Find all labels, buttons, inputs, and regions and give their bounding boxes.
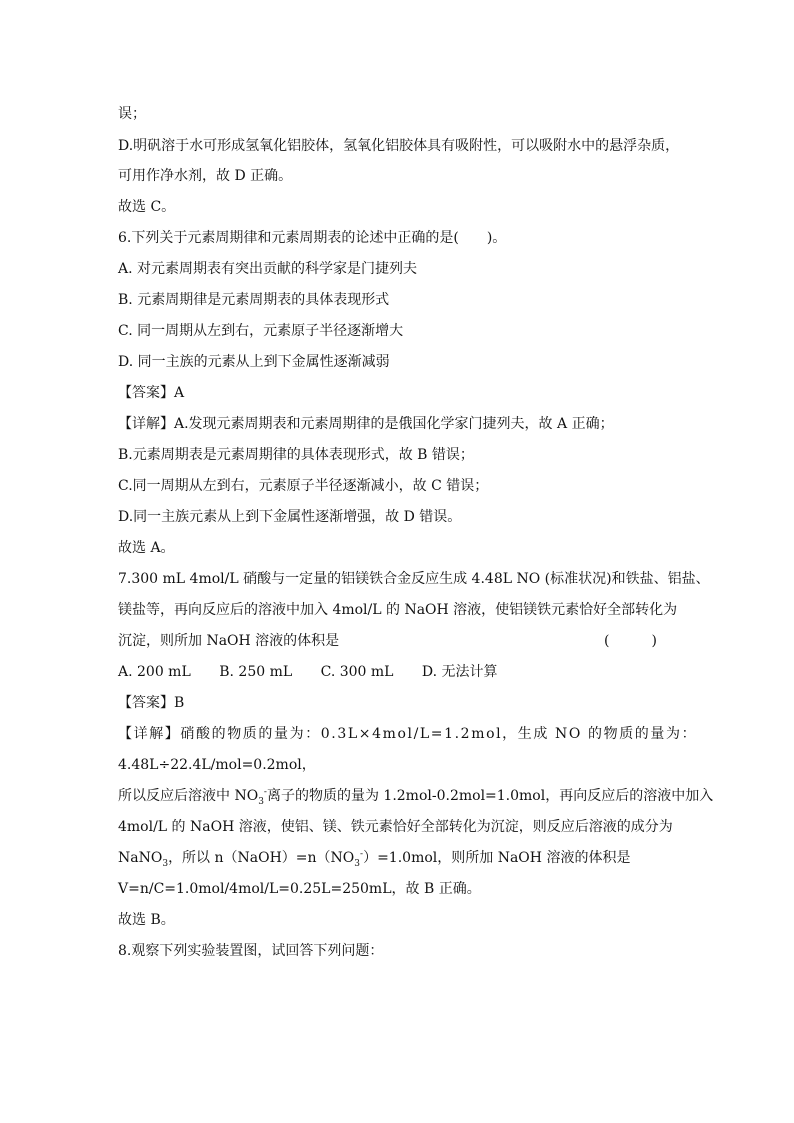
option-b: B. 250 mL bbox=[219, 664, 293, 680]
detail-6: C.同一周期从左到右，元素原子半径逐渐减小，故 C 错误； bbox=[118, 478, 489, 494]
detail-text: ，所以 n（NaOH）=n（NO bbox=[168, 850, 355, 866]
option-d: D. 无法计算 bbox=[421, 664, 498, 680]
detail-7: 4.48L÷22.4L/mol=0.2mol， bbox=[118, 757, 316, 773]
detail-7 bbox=[118, 724, 698, 744]
question-8: 8.观察下列实验装置图，试回答下列问题： bbox=[118, 943, 384, 959]
superscript: - bbox=[360, 849, 364, 860]
option-b: B. 元素周期律是元素周期表的具体表现形式 bbox=[118, 292, 390, 308]
question-7: 7.300 mL 4mol/L 硝酸与一定量的铝镁铁合金反应生成 4.48L NO (标准状况)和铁盐、铝盐、 bbox=[118, 571, 710, 587]
superscript: - bbox=[263, 787, 267, 798]
question-7: 沉淀，则所加 NaOH 溶液的体积是 bbox=[118, 633, 340, 649]
text-line: 可用作净水剂，故 D 正确。 bbox=[118, 168, 293, 184]
options-row bbox=[118, 662, 522, 682]
answer-7: 【答案】B bbox=[118, 695, 185, 711]
detail-text: NaNO bbox=[118, 850, 163, 866]
text-line: D.明矾溶于水可形成氢氧化铝胶体，氢氧化铝胶体具有吸附性，可以吸附水中的悬浮杂质， bbox=[118, 138, 680, 154]
option-c: C. 同一周期从左到右，元素原子半径逐渐增大 bbox=[118, 323, 404, 339]
detail-7: 4mol/L 的 NaOH 溶液，使铝、镁、铁元素恰好全部转化为沉淀，则反应后溶液的成分为 bbox=[118, 819, 673, 835]
detail-text: 【详解】硝酸的物质的量为：0.3L×4mol/L=1.2mol，生成 NO 的物质的量为： bbox=[118, 726, 698, 742]
detail-text: 离子的物质的量为 1.2mol-0.2mol=1.0mol，再向反应后的溶液中加入 bbox=[266, 788, 714, 804]
selection-7: 故选 B。 bbox=[118, 912, 175, 928]
detail-7 bbox=[118, 848, 630, 868]
detail-7: V=n/C=1.0mol/4mol/L=0.25L=250mL，故 B 正确。 bbox=[118, 881, 481, 897]
option-a: A. 对元素周期表有突出贡献的科学家是门捷列夫 bbox=[118, 261, 418, 277]
text-line: 故选 C。 bbox=[118, 199, 176, 215]
detail-7 bbox=[118, 786, 713, 806]
selection-6: 故选 A。 bbox=[118, 540, 175, 556]
subscript: 3 bbox=[162, 858, 169, 869]
detail-6: 【详解】A.发现元素周期表和元素周期律的是俄国化学家门捷列夫，故 A 正确； bbox=[118, 416, 614, 432]
text-line: 误； bbox=[118, 106, 146, 122]
option-d: D. 同一主族的元素从上到下金属性逐渐减弱 bbox=[118, 354, 390, 370]
option-c: C. 300 mL bbox=[320, 664, 394, 680]
subscript: 3 bbox=[258, 796, 264, 807]
detail-6: B.元素周期表是元素周期律的具体表现形式，故 B 错误； bbox=[118, 447, 474, 463]
option-a: A. 200 mL bbox=[118, 664, 191, 680]
detail-6: D.同一主族元素从上到下金属性逐渐增强，故 D 错误。 bbox=[118, 509, 462, 525]
subscript: 3 bbox=[354, 858, 361, 869]
detail-text: 所以反应后溶液中 NO bbox=[118, 788, 259, 804]
question-6: 6.下列关于元素周期律和元素周期表的论述中正确的是( )。 bbox=[118, 230, 507, 246]
answer-blank: ( ) bbox=[604, 633, 657, 649]
answer-6: 【答案】A bbox=[118, 385, 185, 401]
question-7: 镁盐等，再向反应后的溶液中加入 4mol/L 的 NaOH 溶液，使铝镁铁元素恰好全部转化为 bbox=[118, 602, 678, 618]
detail-text: ）=1.0mol，则所加 NaOH 溶液的体积是 bbox=[363, 850, 631, 866]
